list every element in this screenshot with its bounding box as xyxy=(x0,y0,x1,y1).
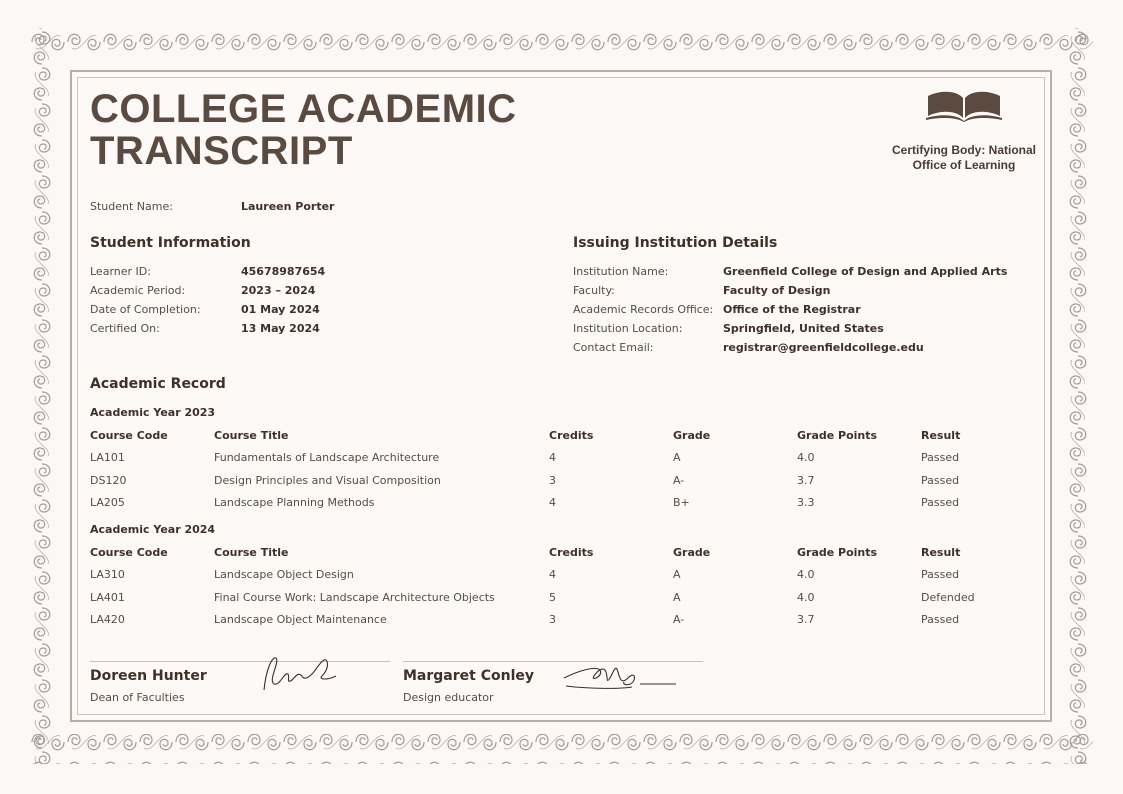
signatory-name: Doreen Hunter xyxy=(90,668,207,684)
certifying-body: Certifying Body: National Office of Learning xyxy=(891,143,1036,172)
field-value: 13 May 2024 xyxy=(241,322,320,335)
field-label: Institution Location: xyxy=(573,322,683,335)
grade: A xyxy=(673,591,681,604)
signatory-role: Design educator xyxy=(403,691,494,704)
course-code: LA101 xyxy=(90,451,125,464)
field-label: Institution Name: xyxy=(573,265,669,278)
result: Passed xyxy=(921,568,960,581)
signatory-role: Dean of Faculties xyxy=(90,691,185,704)
grade-points: 4.0 xyxy=(797,568,815,581)
signatory-name: Margaret Conley xyxy=(403,668,534,684)
course-code: LA310 xyxy=(90,568,125,581)
course-code: LA420 xyxy=(90,613,125,626)
grade-points: 3.7 xyxy=(797,474,815,487)
field-value: Faculty of Design xyxy=(723,284,831,297)
column-header: Credits xyxy=(549,546,594,559)
grade: A xyxy=(673,451,681,464)
open-book-icon xyxy=(926,88,1002,122)
field-value: 2023 – 2024 xyxy=(241,284,316,297)
column-header: Credits xyxy=(549,429,594,442)
grade: B+ xyxy=(673,496,690,509)
course-title: Design Principles and Visual Composition xyxy=(214,474,441,487)
column-header: Grade xyxy=(673,546,711,559)
field-label: Academic Records Office: xyxy=(573,303,714,316)
field-value: Springfield, United States xyxy=(723,322,884,335)
course-title: Final Course Work: Landscape Architecture Objects xyxy=(214,591,495,604)
course-code: DS120 xyxy=(90,474,127,487)
column-header: Grade xyxy=(673,429,711,442)
credits: 4 xyxy=(549,451,556,464)
field-label: Academic Period: xyxy=(90,284,186,297)
credits: 4 xyxy=(549,568,556,581)
grade-points: 3.3 xyxy=(797,496,815,509)
result: Defended xyxy=(921,591,975,604)
credits: 3 xyxy=(549,474,556,487)
grade-points: 4.0 xyxy=(797,451,815,464)
grade: A xyxy=(673,568,681,581)
grade-points: 3.7 xyxy=(797,613,815,626)
field-label: Certified On: xyxy=(90,322,160,335)
year-heading: Academic Year 2023 xyxy=(90,406,216,419)
field-value: 01 May 2024 xyxy=(241,303,320,316)
signature-mark xyxy=(560,656,680,692)
course-title: Landscape Planning Methods xyxy=(214,496,375,509)
student-name-label: Student Name: xyxy=(90,200,173,213)
transcript-content xyxy=(90,0,1040,794)
result: Passed xyxy=(921,496,960,509)
course-code: LA401 xyxy=(90,591,125,604)
field-value: 45678987654 xyxy=(241,265,326,278)
course-title: Landscape Object Maintenance xyxy=(214,613,387,626)
institution-heading: Issuing Institution Details xyxy=(573,235,778,251)
result: Passed xyxy=(921,613,960,626)
column-header: Grade Points xyxy=(797,546,878,559)
column-header: Course Code xyxy=(90,429,168,442)
credits: 3 xyxy=(549,613,556,626)
field-label: Date of Completion: xyxy=(90,303,201,316)
page-title: COLLEGE ACADEMIC TRANSCRIPT xyxy=(90,87,517,173)
result: Passed xyxy=(921,474,960,487)
student-info-heading: Student Information xyxy=(90,235,251,251)
column-header: Result xyxy=(921,546,961,559)
academic-record-heading: Academic Record xyxy=(90,376,226,392)
course-code: LA205 xyxy=(90,496,125,509)
contact-email: registrar@greenfieldcollege.edu xyxy=(723,341,924,354)
grade: A- xyxy=(673,613,685,626)
grade: A- xyxy=(673,474,685,487)
field-label: Contact Email: xyxy=(573,341,654,354)
result: Passed xyxy=(921,451,960,464)
course-title: Landscape Object Design xyxy=(214,568,354,581)
grade-points: 4.0 xyxy=(797,591,815,604)
field-label: Faculty: xyxy=(573,284,615,297)
field-value: Office of the Registrar xyxy=(723,303,861,316)
column-header: Course Title xyxy=(214,429,289,442)
field-label: Learner ID: xyxy=(90,265,151,278)
year-heading: Academic Year 2024 xyxy=(90,523,216,536)
column-header: Course Title xyxy=(214,546,289,559)
credits: 4 xyxy=(549,496,556,509)
column-header: Result xyxy=(921,429,961,442)
student-name-value: Laureen Porter xyxy=(241,200,335,213)
column-header: Course Code xyxy=(90,546,168,559)
column-header: Grade Points xyxy=(797,429,878,442)
signature-line xyxy=(90,661,390,662)
credits: 5 xyxy=(549,591,556,604)
signature-mark xyxy=(258,650,344,694)
course-title: Fundamentals of Landscape Architecture xyxy=(214,451,440,464)
field-value: Greenfield College of Design and Applied Arts xyxy=(723,265,1008,278)
